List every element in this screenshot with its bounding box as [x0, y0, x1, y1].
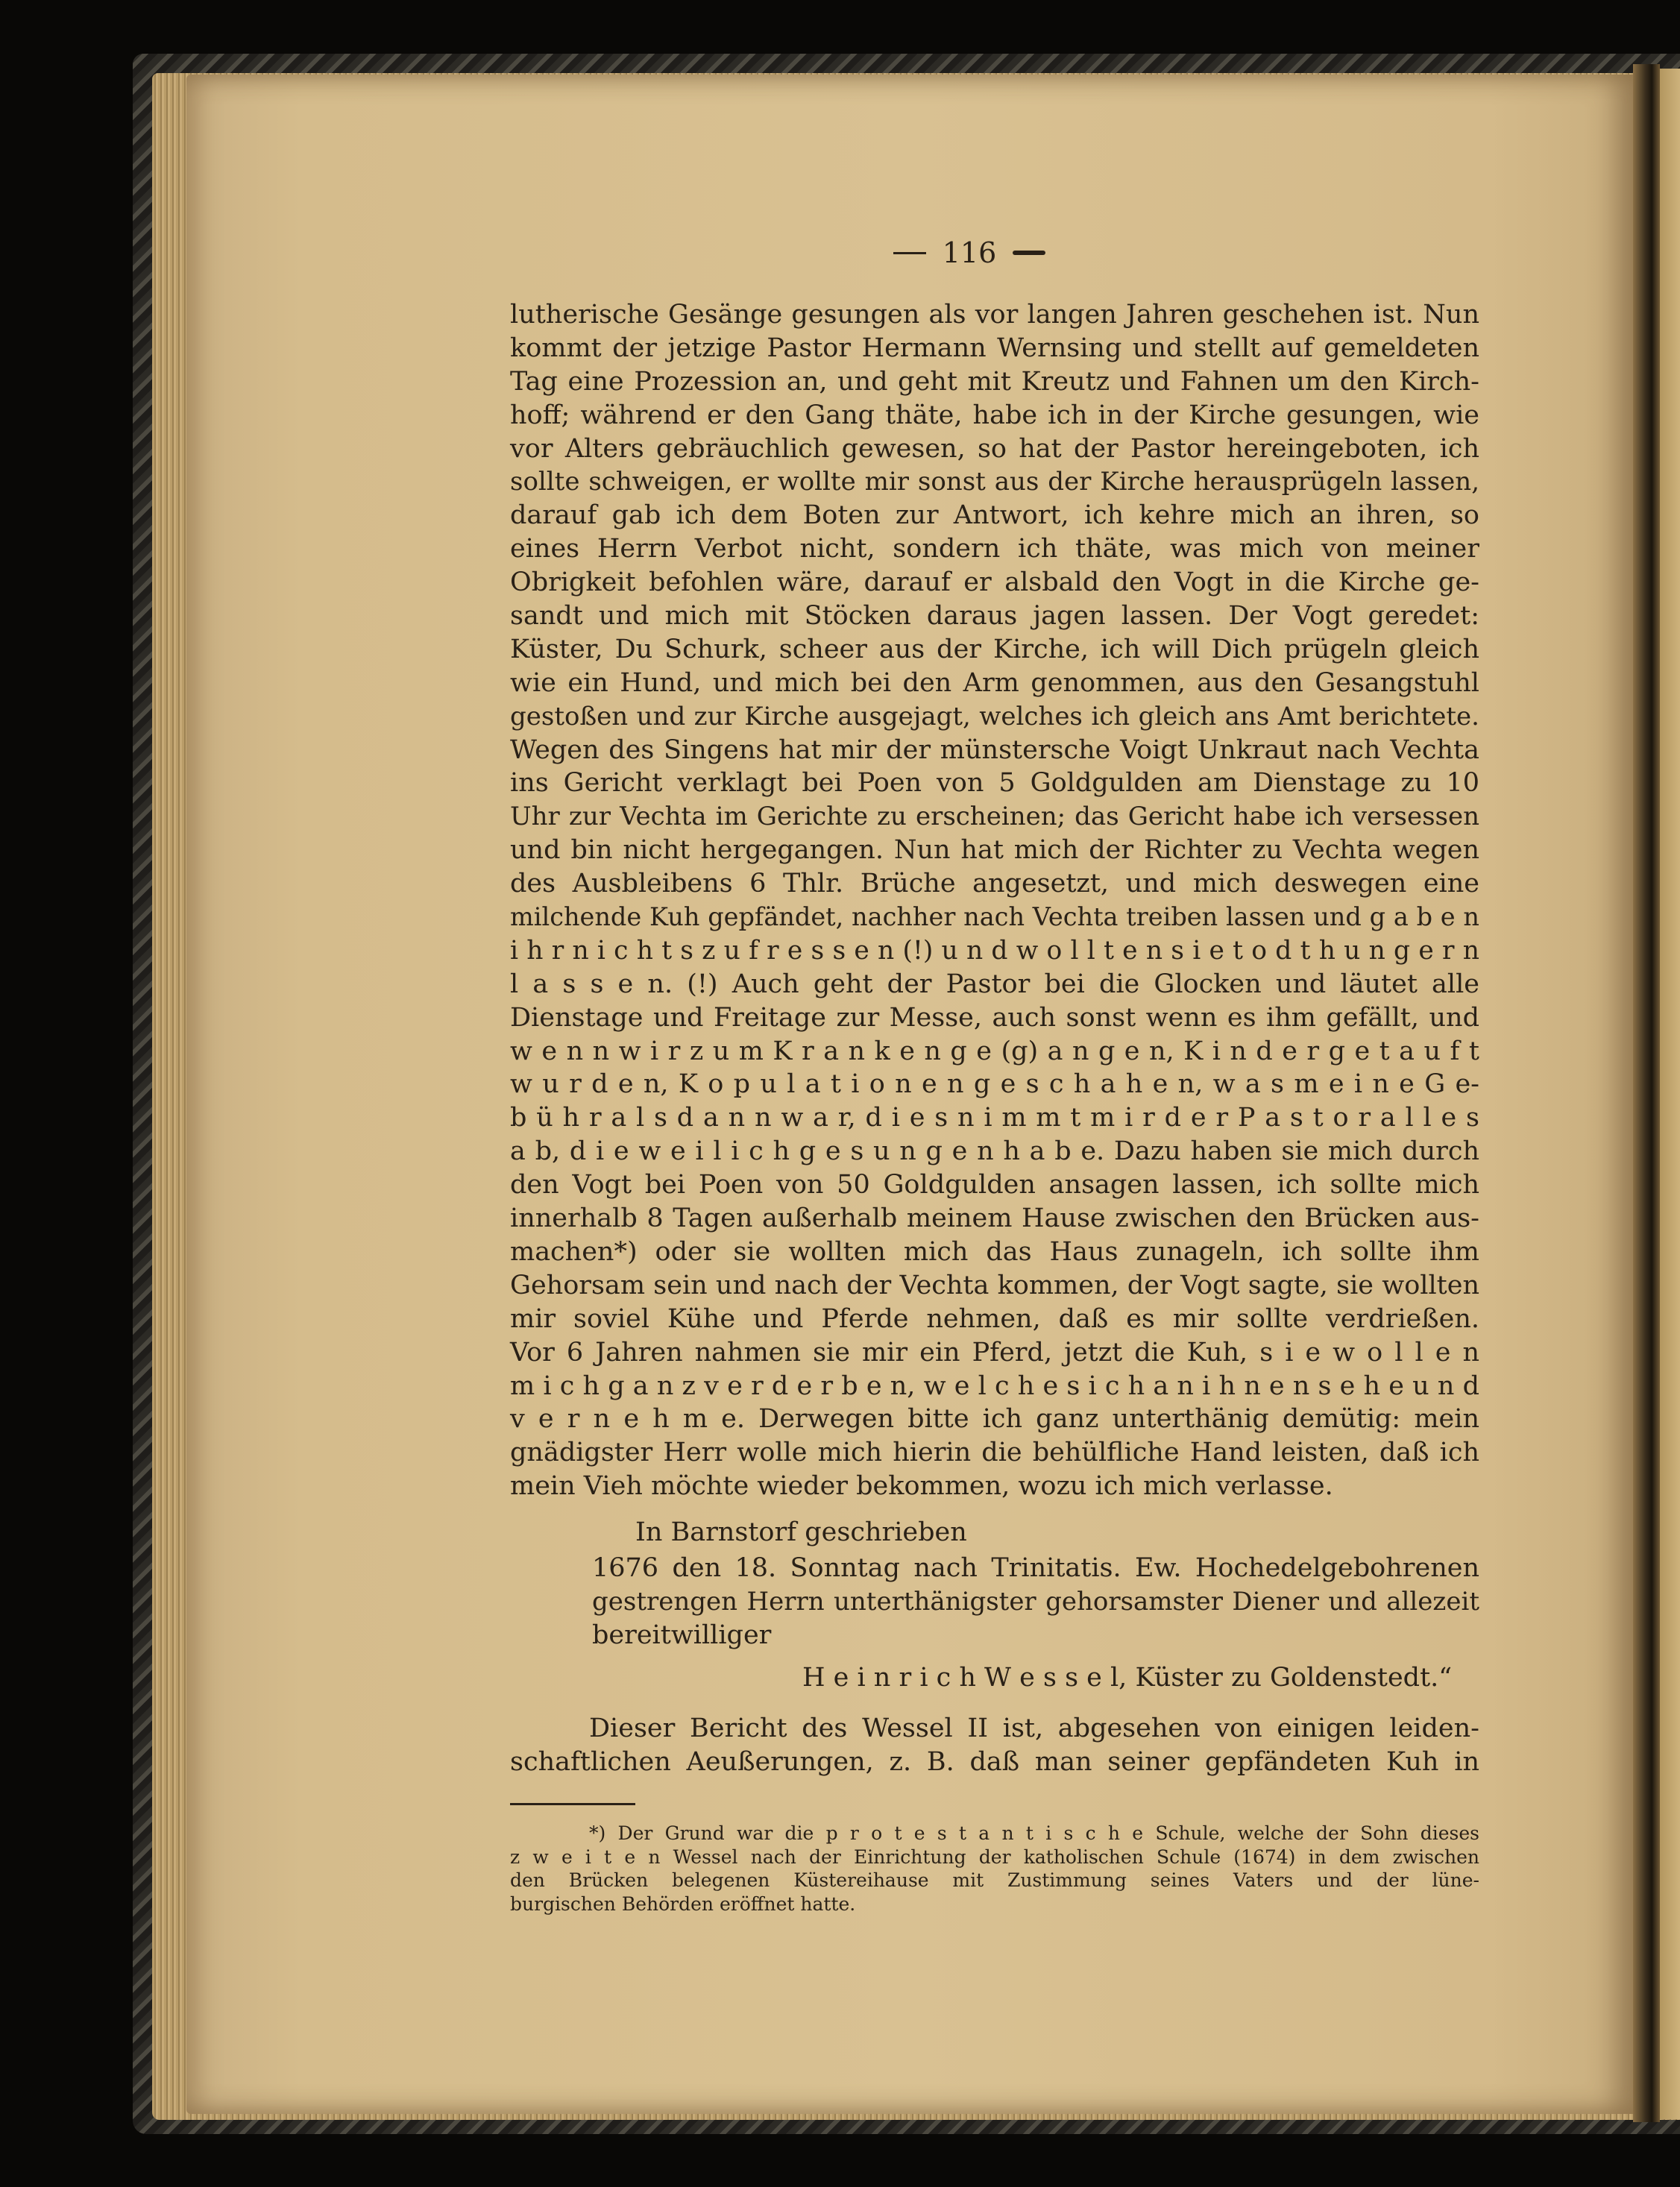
body-line: gestoßen und zur Kirche ausgejagt, welches ich gleich ans Amt berichtete. [510, 701, 1479, 731]
body-line: innerhalb 8 Tagen außerhalb meinem Hause zwischen den Brücken aus- [510, 1203, 1479, 1234]
footnote-rule [510, 1803, 635, 1805]
body-line: m i c h g a n z v e r d e r b e n, w e l c h e s i c h a n i h n e n s e h e u n d [510, 1371, 1479, 1401]
body-line: sandt und mich mit Stöcken daraus jagen lassen. Der Vogt geredet: [510, 601, 1479, 632]
body-line: Uhr zur Vechta im Gerichte zu erscheinen; das Gericht habe ich versessen [510, 802, 1479, 832]
body-line: milchende Kuh gepfändet, nachher nach Vechta treiben lassen und g a b e n [510, 902, 1479, 932]
header-dash-right [1013, 251, 1045, 255]
body-line: Gehorsam sein und nach der Vechta kommen, der Vogt sagte, sie wollten [510, 1270, 1479, 1300]
signature-line: H e i n r i c h W e s s e l, Küster zu Goldenstedt.“ [802, 1663, 1453, 1693]
body-line: darauf gab ich dem Boten zur Antwort, ich kehre mich an ihren, so [510, 500, 1479, 531]
body-text [510, 298, 1479, 1503]
body-line: eines Herrn Verbot nicht, sondern ich thäte, was mich von meiner [510, 534, 1479, 564]
body-line: w u r d e n, K o p u l a t i o n e n g e s c h a h e n, w a s m e i n e G e- [510, 1069, 1479, 1100]
body-line: v e r n e h m e. Derwegen bitte ich ganz unterthänig demütig: mein [510, 1404, 1479, 1435]
closing-place: In Barnstorf geschrieben [635, 1517, 967, 1547]
page-header [746, 233, 1193, 273]
body-line: und bin nicht hergegangen. Nun hat mich der Richter zu Vechta wegen [510, 835, 1479, 866]
body-line: b ü h r a l s d a n n w a r, d i e s n i m m t m i r d e r P a s t o r a l l e s [510, 1103, 1479, 1133]
body-line: Obrigkeit befohlen wäre, darauf er alsbald den Vogt in die Kirche ge- [510, 567, 1479, 598]
body-line: mein Vieh möchte wieder bekommen, wozu ich mich verlasse. [510, 1471, 1333, 1502]
footnote-line: den Brücken belegenen Küstereihause mit Zustimmung seines Vaters und der lüne- [510, 1869, 1479, 1891]
footnote-line: z w e i t e n Wessel nach der Einrichtung der katholischen Schule (1674) in dem zwischen [510, 1845, 1479, 1868]
closing-willing: bereitwilliger [592, 1620, 772, 1650]
body-line: l a s s e n. (!) Auch geht der Pastor bei die Glocken und läutet alle [510, 969, 1479, 999]
body-line: kommt der jetzige Pastor Hermann Wernsing und stellt auf gemeldeten [510, 333, 1479, 363]
continuation-line-1: Dieser Bericht des Wessel II ist, abgesehen von einigen leiden- [589, 1714, 1479, 1743]
page-gutter [1633, 64, 1660, 2122]
body-line: sollte schweigen, er wollte mir sonst aus der Kirche herausprügeln lassen, [510, 467, 1479, 497]
body-line: w e n n w i r z u m K r a n k e n g e (g) a n g e n, K i n d e r g e t a u f t [510, 1036, 1479, 1066]
body-line: Wegen des Singens hat mir der münstersche Voigt Unkraut nach Vechta [510, 734, 1479, 765]
body-line: mir soviel Kühe und Pferde nehmen, daß es mir sollte verdrießen. [510, 1303, 1479, 1334]
body-line: Dienstage und Freitage zur Messe, auch sonst wenn es ihm gefällt, und [510, 1002, 1479, 1033]
footnote [510, 1822, 1479, 1916]
body-line: hoff; während er den Gang thäte, habe ich in der Kirche gesungen, wie [510, 400, 1479, 430]
page-number: 116 [942, 236, 997, 269]
body-line: vor Alters gebräuchlich gewesen, so hat der Pastor hereingeboten, ich [510, 433, 1479, 464]
body-line: ins Gericht verklagt bei Poen von 5 Goldgulden am Dienstage zu 10 [510, 768, 1479, 799]
body-line: machen*) oder sie wollten mich das Haus zunageln, ich sollte ihm [510, 1236, 1479, 1267]
header-dash-left [893, 252, 926, 254]
body-line: Küster, Du Schurk, scheer aus der Kirche, ich will Dich prügeln gleich [510, 634, 1479, 664]
continuation-line-2: schaftlichen Aeußerungen, z. B. daß man seiner gepfändeten Kuh in [510, 1747, 1479, 1777]
body-line: Vor 6 Jahren nahmen sie mir ein Pferd, jetzt die Kuh, s i e w o l l e n [510, 1337, 1479, 1368]
closing-date-line: 1676 den 18. Sonntag nach Trinitatis. Ew. Hochedelgebohrenen [592, 1553, 1479, 1583]
body-line: Tag eine Prozession an, und geht mit Kreutz und Fahnen um den Kirch- [510, 366, 1479, 397]
body-line: des Ausbleibens 6 Thlr. Brüche angesetzt, und mich deswegen eine [510, 869, 1479, 899]
body-line: lutherische Gesänge gesungen als vor langen Jahren geschehen ist. Nun [510, 300, 1479, 330]
footnote-line: *) Der Grund war die p r o t e s t a n t i s c h e Schule, welche der Sohn dieses [589, 1822, 1479, 1844]
body-line: i h r n i c h t s z u f r e s s e n (!) u n d w o l l t e n s i e t o d t h u n g e r n [510, 935, 1479, 966]
body-line: a b, d i e w e i l i c h g e s u n g e n h a b e. Dazu haben sie mich durch [510, 1136, 1479, 1167]
body-line: den Vogt bei Poen von 50 Goldgulden ansagen lassen, ich sollte mich [510, 1170, 1479, 1201]
body-line: gnädigster Herr wolle mich hierin die behülfliche Hand leisten, daß ich [510, 1438, 1479, 1468]
footnote-line: burgischen Behörden eröffnet hatte. [510, 1892, 856, 1915]
closing-servant-line: gestrengen Herrn unterthänigster gehorsamster Diener und allezeit [592, 1587, 1479, 1617]
body-line: wie ein Hund, und mich bei den Arm genommen, aus den Gesangstuhl [510, 667, 1479, 698]
facing-page-edge [1660, 69, 1680, 2119]
